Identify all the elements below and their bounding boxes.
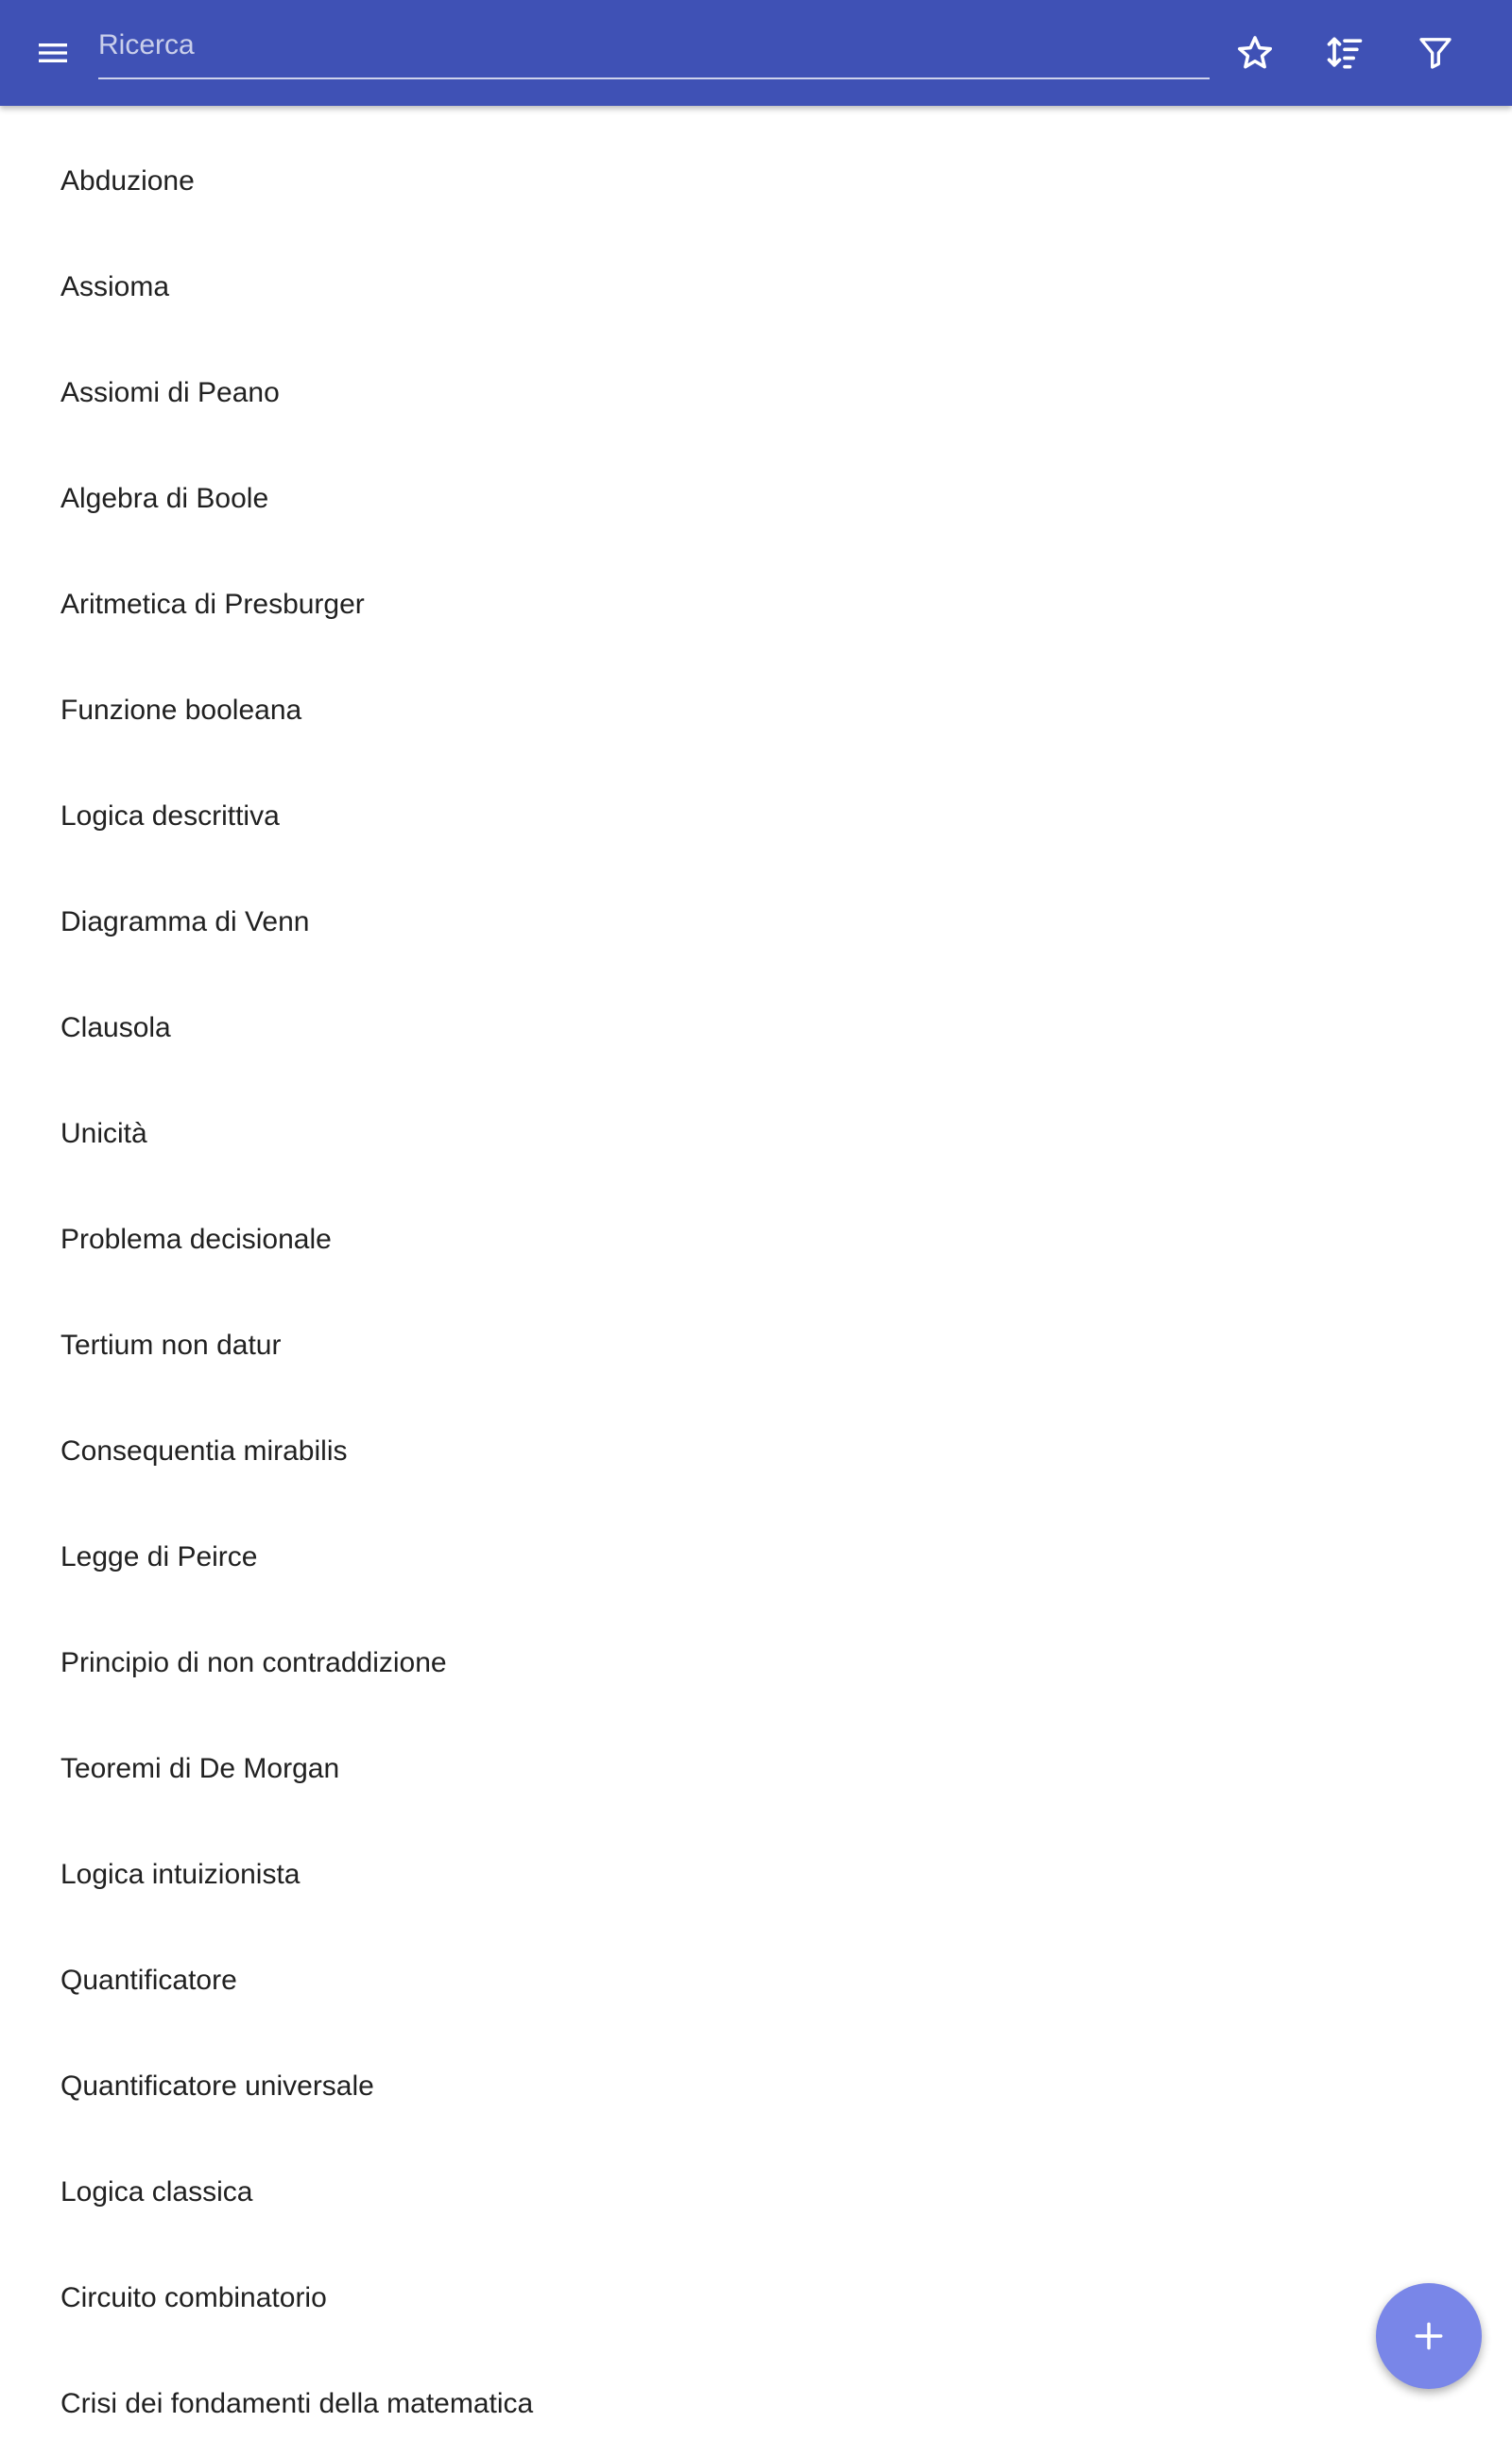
list-item[interactable] bbox=[0, 552, 1512, 658]
list-item-label: Aritmetica di Presburger bbox=[60, 589, 365, 620]
list-item[interactable] bbox=[0, 1716, 1512, 1822]
list-item-label: Assiomi di Peano bbox=[60, 377, 280, 408]
list-item-label: Logica classica bbox=[60, 2176, 253, 2208]
sort-icon bbox=[1324, 32, 1366, 74]
list-item-label: Abduzione bbox=[60, 165, 195, 197]
list-item[interactable] bbox=[0, 1293, 1512, 1399]
list-item-label: Funzione booleana bbox=[60, 695, 302, 726]
list-item-label: Clausola bbox=[60, 1012, 171, 1043]
list-item-label: Consequentia mirabilis bbox=[60, 1435, 348, 1467]
list-item-label: Teoremi di De Morgan bbox=[60, 1753, 340, 1784]
list-item-label: Diagramma di Venn bbox=[60, 906, 310, 937]
list-item-label: Legge di Peirce bbox=[60, 1541, 258, 1572]
list-item[interactable] bbox=[0, 1928, 1512, 2034]
list-item-label: Crisi dei fondamenti della matematica bbox=[60, 2388, 534, 2419]
list-item-label: Quantificatore bbox=[60, 1965, 237, 1996]
list-item-label: Logica descrittiva bbox=[60, 800, 280, 832]
list-item[interactable] bbox=[0, 2139, 1512, 2245]
list-item[interactable] bbox=[0, 2034, 1512, 2139]
list-item-label: Problema decisionale bbox=[60, 1224, 332, 1255]
star-icon bbox=[1235, 33, 1275, 73]
list-item[interactable] bbox=[0, 2245, 1512, 2351]
list-item[interactable] bbox=[0, 1399, 1512, 1504]
list-item[interactable] bbox=[0, 446, 1512, 552]
list-item[interactable] bbox=[0, 1822, 1512, 1928]
list-item[interactable] bbox=[0, 2351, 1512, 2457]
list-item[interactable] bbox=[0, 106, 1512, 234]
list-item[interactable] bbox=[0, 1187, 1512, 1293]
add-button[interactable] bbox=[1376, 2283, 1482, 2389]
list-item-label: Principio di non contraddizione bbox=[60, 1647, 447, 1678]
list-item[interactable] bbox=[0, 234, 1512, 340]
menu-button[interactable] bbox=[15, 15, 91, 91]
list-item-label: Assioma bbox=[60, 271, 170, 302]
list-item[interactable] bbox=[0, 764, 1512, 869]
list-item-label: Algebra di Boole bbox=[60, 483, 269, 514]
list-item[interactable] bbox=[0, 1610, 1512, 1716]
list-item-label: Quantificatore universale bbox=[60, 2070, 374, 2102]
favorites-button[interactable] bbox=[1217, 15, 1293, 91]
search-field bbox=[98, 17, 1210, 79]
list-item[interactable] bbox=[0, 1504, 1512, 1610]
list-item[interactable] bbox=[0, 340, 1512, 446]
filter-button[interactable] bbox=[1398, 15, 1473, 91]
list-item[interactable] bbox=[0, 869, 1512, 975]
list-item-label: Logica intuizionista bbox=[60, 1859, 301, 1890]
list-item[interactable] bbox=[0, 975, 1512, 1081]
list-item[interactable] bbox=[0, 658, 1512, 764]
list-item[interactable] bbox=[0, 1081, 1512, 1187]
filter-icon bbox=[1417, 34, 1454, 72]
search-input[interactable] bbox=[98, 17, 1210, 74]
plus-icon bbox=[1411, 2318, 1447, 2354]
sort-button[interactable] bbox=[1307, 15, 1383, 91]
list-item-label: Circuito combinatorio bbox=[60, 2282, 327, 2313]
term-list bbox=[0, 106, 1512, 2457]
app-bar bbox=[0, 0, 1512, 106]
list-item-label: Tertium non datur bbox=[60, 1330, 282, 1361]
menu-icon bbox=[34, 34, 72, 72]
list-item-label: Unicità bbox=[60, 1118, 147, 1149]
